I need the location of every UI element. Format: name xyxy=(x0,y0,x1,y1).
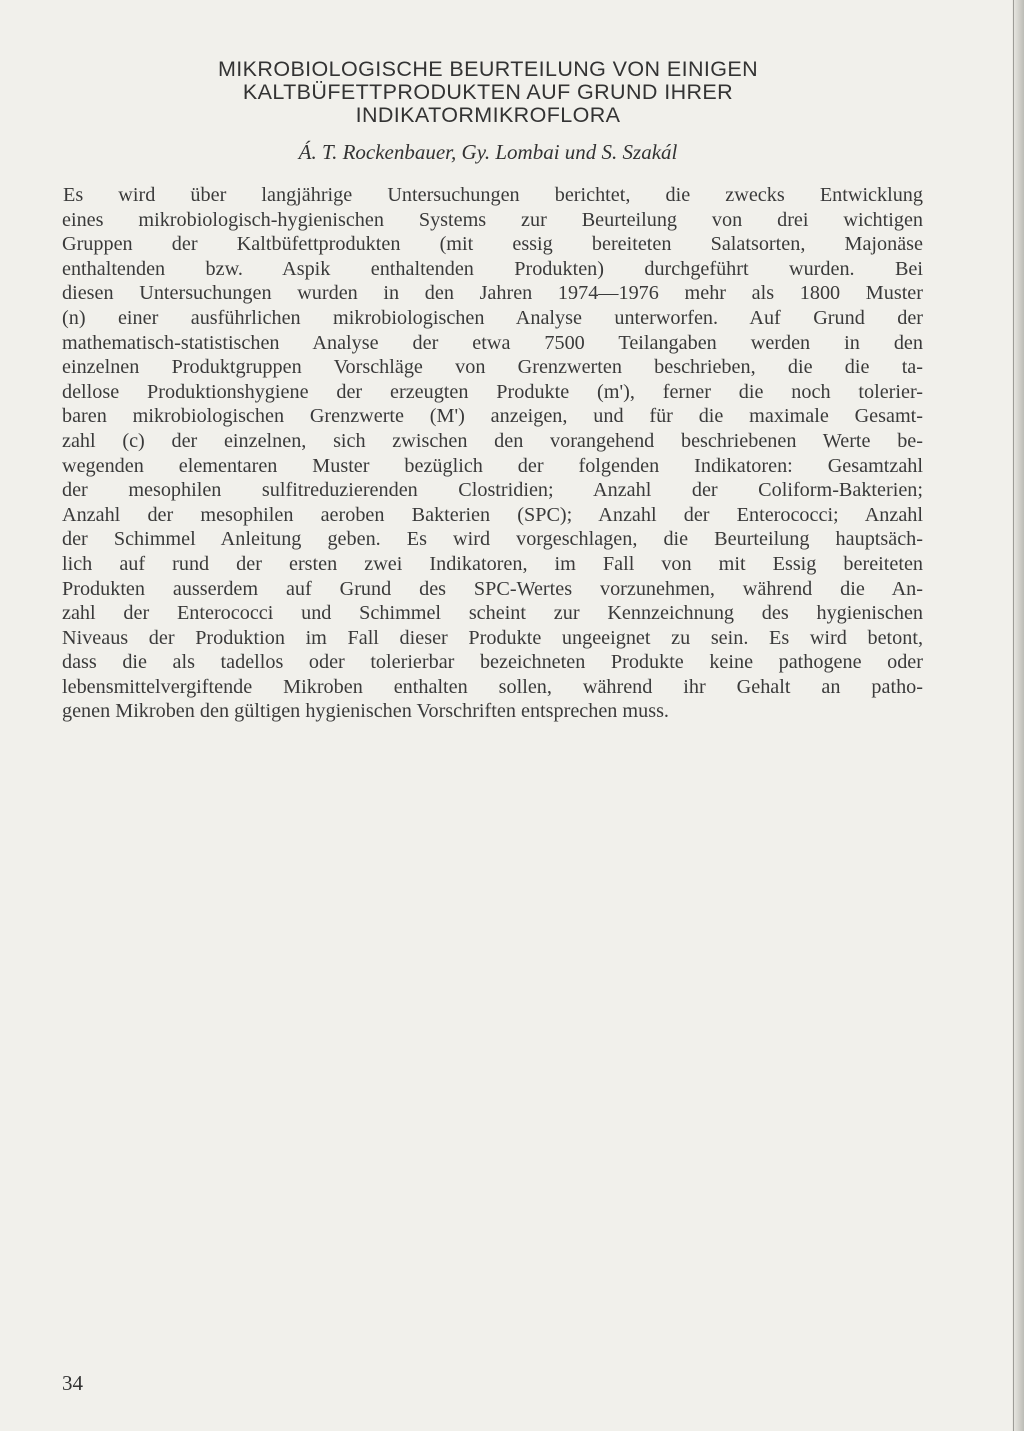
abstract-line: der mesophilen sulfitreduzierenden Clostridien; Anzahl der Coliform-Bakterien; xyxy=(62,479,923,502)
abstract-line: Anzahl der mesophilen aeroben Bakterien (SPC); Anzahl der Enterococci; Anzahl xyxy=(62,503,923,526)
abstract-line: einzelnen Produktgruppen Vorschläge von Grenzwerten beschrieben, die die ta- xyxy=(62,356,923,379)
abstract-line: lich auf rund der ersten zwei Indikatoren, im Fall von mit Essig bereiteten xyxy=(62,552,923,575)
abstract-line: enthaltenden bzw. Aspik enthaltenden Produkten) durchgeführt wurden. Bei xyxy=(62,257,923,280)
abstract-line: wegenden elementaren Muster bezüglich der folgenden Indikatoren: Gesamtzahl xyxy=(62,454,923,477)
abstract-line: diesen Untersuchungen wurden in den Jahren 1974—1976 mehr als 1800 Muster xyxy=(62,282,923,305)
abstract-line: Gruppen der Kaltbüfettprodukten (mit essig bereiteten Salatsorten, Majonäse xyxy=(62,233,923,256)
title-line-2: KALTBÜFETTPRODUKTEN AUF GRUND IHRER xyxy=(242,80,734,104)
abstract-line: zahl der Enterococci und Schimmel scheint zur Kennzeichnung des hygienischen xyxy=(62,602,923,625)
abstract-line: (n) einer ausführlichen mikrobiologischen Analyse unterworfen. Auf Grund der xyxy=(62,306,923,329)
abstract-line: mathematisch-statistischen Analyse der etwa 7500 Teilangaben werden in den xyxy=(62,331,923,354)
abstract-line: eines mikrobiologisch-hygienischen Systems zur Beurteilung von drei wichtigen xyxy=(62,208,923,231)
abstract-line: Produkten ausserdem auf Grund des SPC-Wertes vorzunehmen, während die An- xyxy=(62,577,923,600)
abstract-line: dass die als tadellos oder tolerierbar bezeichneten Produkte keine pathogene oder xyxy=(62,651,923,674)
abstract-line: Es wird über langjährige Untersuchungen berichtet, die zwecks Entwicklung xyxy=(63,184,923,206)
abstract-line: Niveaus der Produktion im Fall dieser Produkte ungeeignet zu sein. Es wird betont, xyxy=(62,626,923,649)
abstract xyxy=(62,183,923,724)
abstract-line: zahl (c) der einzelnen, sich zwischen den vorangehend beschriebenen Werte be- xyxy=(62,429,923,452)
page-number: 34 xyxy=(62,1371,83,1395)
title-line-1: MIKROBIOLOGISCHE BEURTEILUNG VON EINIGEN xyxy=(217,57,759,81)
article-title xyxy=(100,58,876,127)
page-edge-line xyxy=(1013,0,1014,1431)
abstract-line: baren mikrobiologischen Grenzwerte (M') anzeigen, und für die maximale Gesamt- xyxy=(62,405,923,428)
title-line-3: INDIKATORMIKROFLORA xyxy=(355,103,621,127)
abstract-line: dellose Produktionshygiene der erzeugten Produkte (m'), ferner die noch tolerier- xyxy=(62,380,923,403)
abstract-line: genen Mikroben den gültigen hygienischen Vorschriften entsprechen muss. xyxy=(62,700,669,723)
abstract-line: lebensmittelvergiftende Mikroben enthalten sollen, während ihr Gehalt an patho- xyxy=(62,675,923,698)
authors: Á. T. Rockenbauer, Gy. Lombai und S. Szakál xyxy=(298,140,678,164)
abstract-line: der Schimmel Anleitung geben. Es wird vorgeschlagen, die Beurteilung hauptsäch- xyxy=(62,528,923,551)
